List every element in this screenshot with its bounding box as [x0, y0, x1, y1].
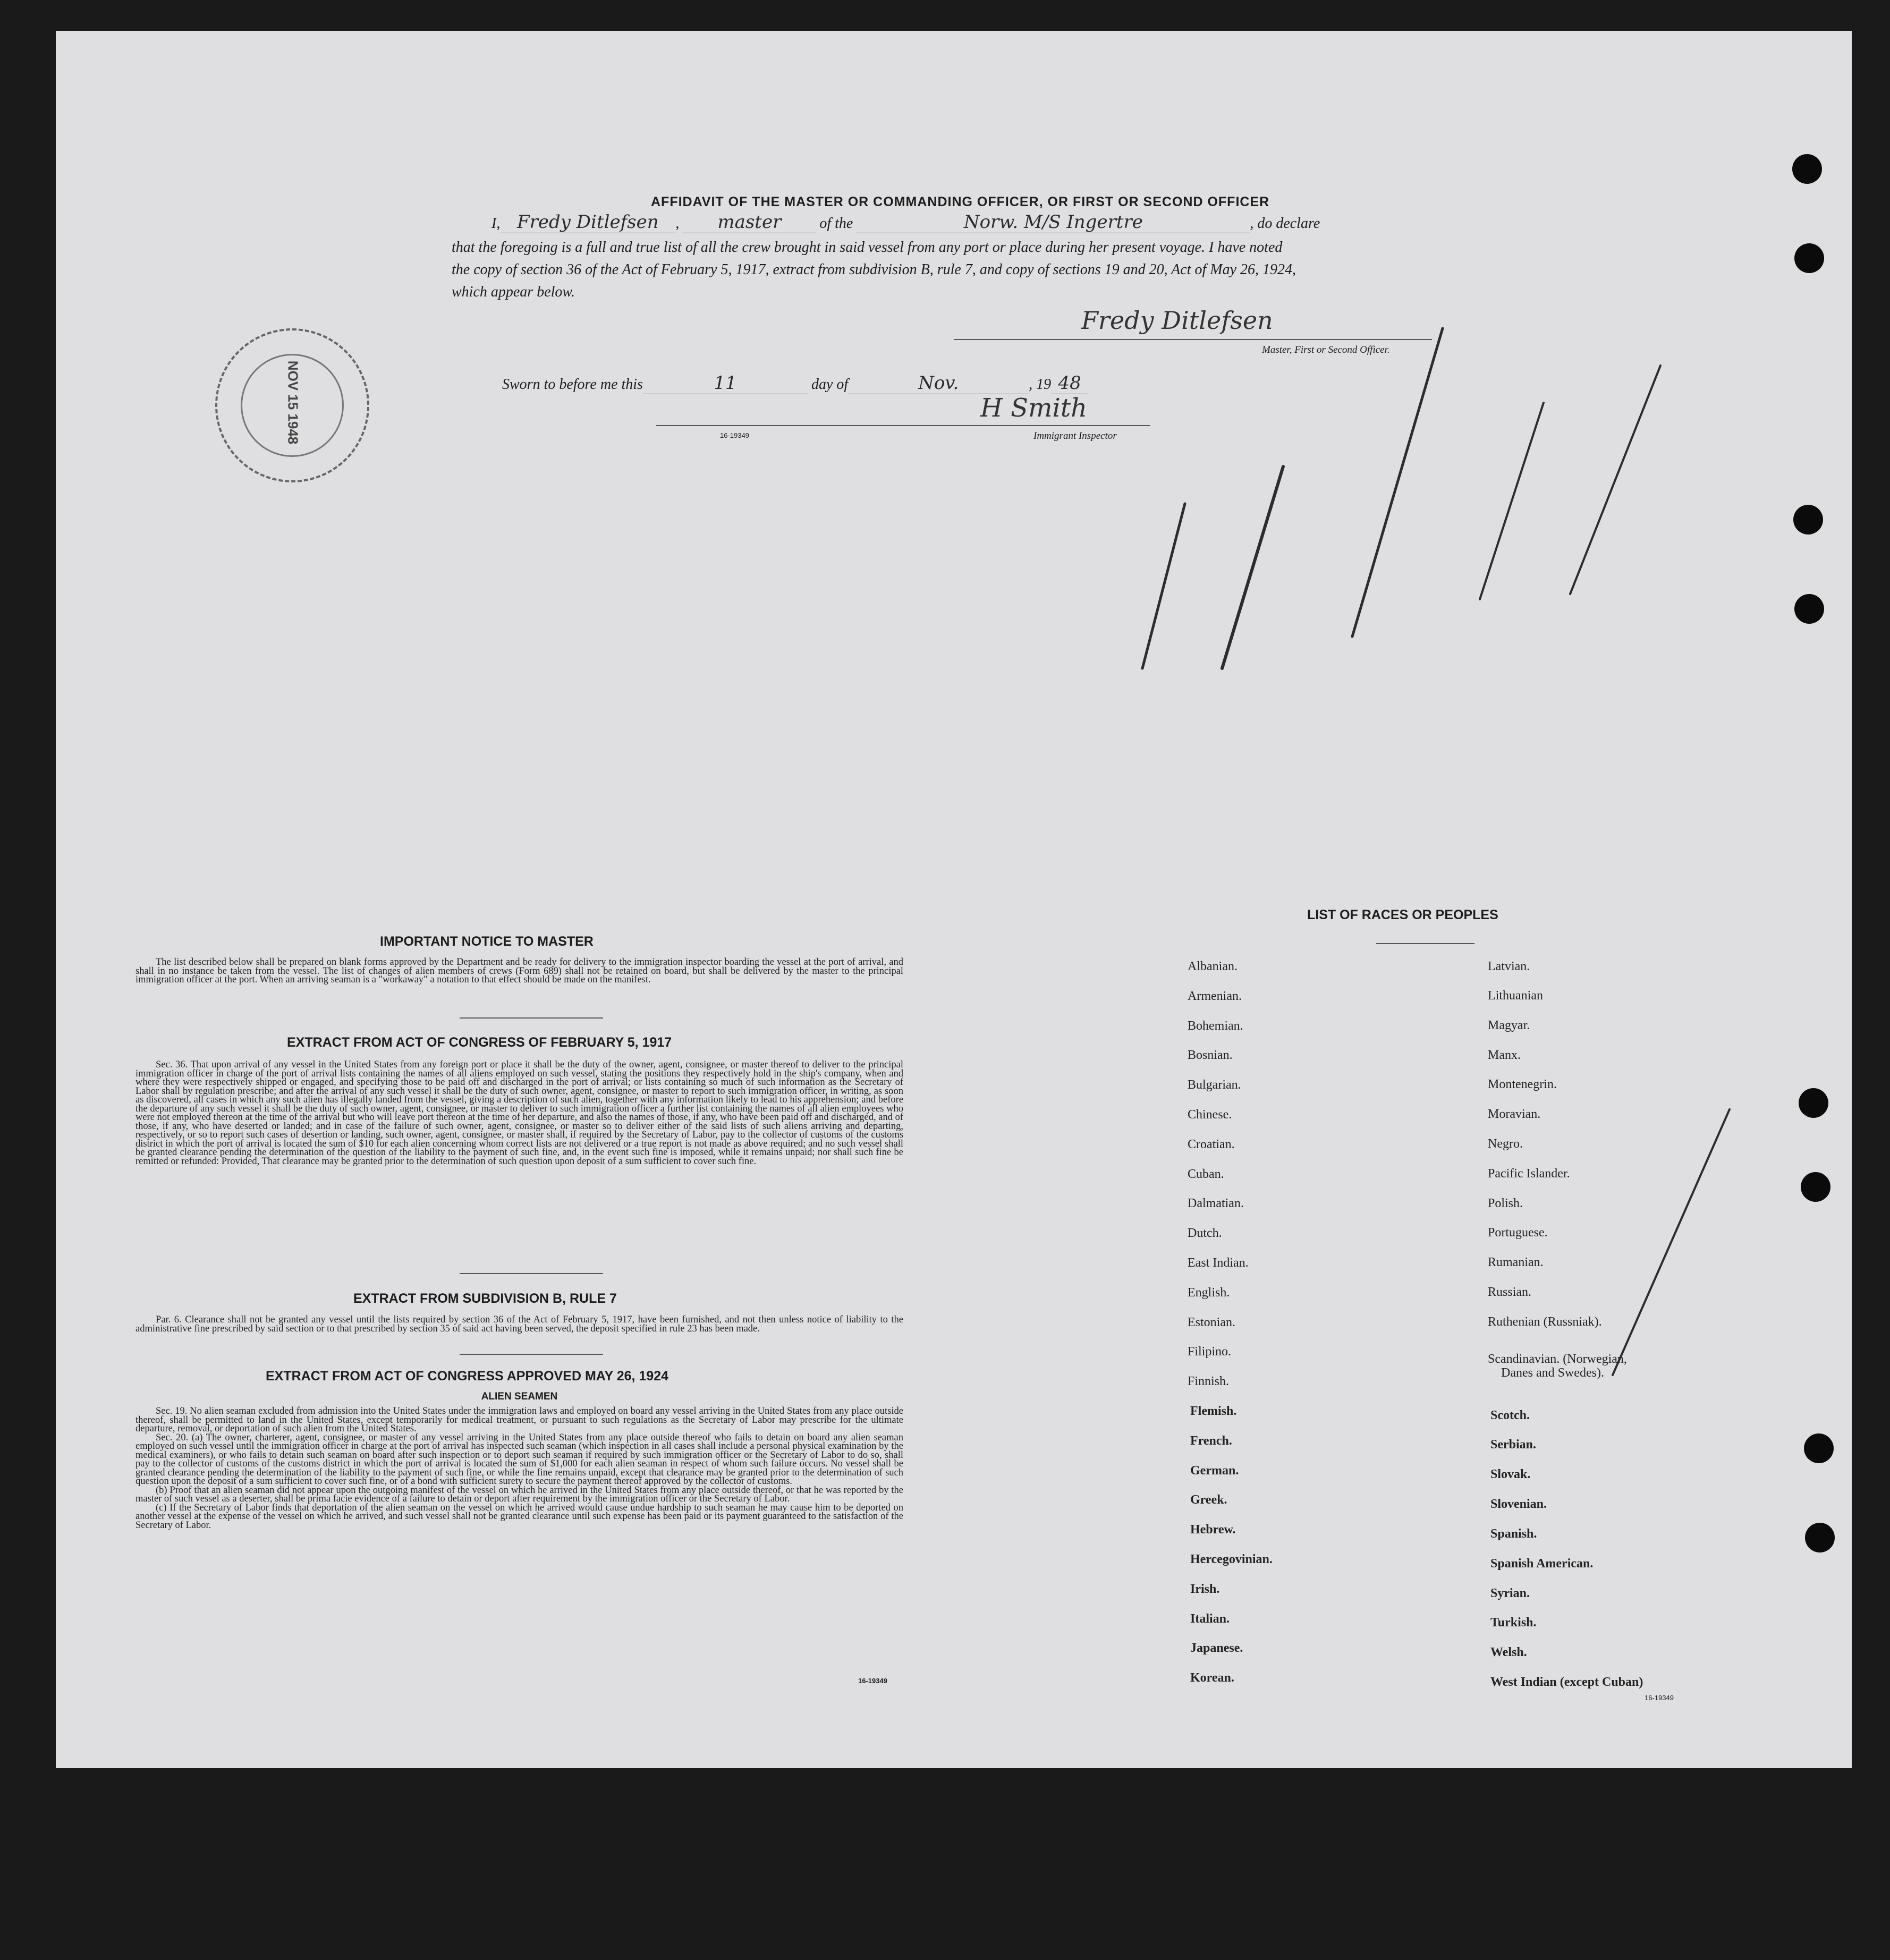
race-left-item: Finnish.	[1188, 1374, 1230, 1389]
extract-1917-block	[135, 1060, 903, 1166]
document-page	[56, 31, 1852, 1768]
section-divider	[460, 1017, 603, 1019]
affidavit-line-1: I, Fredy Ditlefsen , master of the Norw. M/S Ingertre , do declare	[491, 211, 1320, 233]
sworn-year-field: 48	[1051, 372, 1088, 394]
day-of-label: day of	[811, 376, 849, 393]
sec20a-body: Sec. 20. (a) The owner, charterer, agent, consignee, or master of any vessel arriving in the United States from any place outside thereof who fails to detain on board any alien seaman employed on such vessel until the immigration officer in charge at the port of arrival has inspected such seaman (which inspection in all cases shall include a personal physical examination by the medical examiners), or who fails to detain such seaman on board after such inspection or to deport such seaman if required by such immigration officer or the Secretary of Labor to do so, shall pay to the collector of customs of the customs district in which the port of arrival is located the sum of $1,000 for each alien seaman in respect of whom such failure occurs. No vessel shall be granted clearance pending the determination of the liability to the payment of such fine, or while the fine remains unpaid, except that clearance may be granted prior to the determination of such question upon the deposit of a sum sufficient to cover such fine, or of a bond with sufficient surety to secure the payment thereof approved by the collector of customs.	[135, 1432, 903, 1487]
race-left-item: Dalmatian.	[1188, 1197, 1244, 1211]
race-left-item: Greek.	[1190, 1493, 1227, 1507]
master-name-field: Fredy Ditlefsen	[500, 211, 675, 233]
race-left-item: Bohemian.	[1188, 1019, 1243, 1033]
race-right-item: Portuguese.	[1488, 1226, 1548, 1240]
notice-body-block	[135, 958, 903, 985]
race-right-item: Slovenian.	[1490, 1497, 1547, 1511]
form-number: 16-19349	[720, 431, 749, 439]
section-divider	[460, 1273, 603, 1274]
race-right-item: Ruthenian (Russniak).	[1488, 1315, 1602, 1329]
section-divider	[460, 1354, 603, 1355]
race-left-item: Filipino.	[1188, 1345, 1232, 1359]
race-left-item: East Indian.	[1188, 1256, 1249, 1270]
notice-title: IMPORTANT NOTICE TO MASTER	[380, 934, 594, 949]
races-form-number: 16-19349	[1645, 1694, 1674, 1702]
affidavit-line-2: that the foregoing is a full and true list of all the crew brought in said vessel from any port or place during her present voyage. I have noted	[452, 239, 1283, 256]
affidavit-line-4: which appear below.	[452, 284, 575, 300]
rule7-title: EXTRACT FROM SUBDIVISION B, RULE 7	[353, 1291, 617, 1306]
affidavit-line-3: the copy of section 36 of the Act of February 5, 1917, extract from subdivision B, rule 7, and copy of sections 19 and 20, Act of May 26, 1924,	[452, 261, 1296, 278]
race-right-item: Manx.	[1488, 1048, 1521, 1062]
signature-caption: Master, First or Second Officer.	[1262, 344, 1390, 355]
extract-1924-form-number: 16-19349	[858, 1677, 887, 1685]
race-left-item: Hercegovinian.	[1190, 1552, 1273, 1566]
race-right-item: Welsh.	[1490, 1645, 1527, 1659]
race-right-item: Pacific Islander.	[1488, 1167, 1570, 1181]
race-left-item: Irish.	[1190, 1582, 1220, 1596]
race-right-item: Scandinavian. (Norwegian,	[1488, 1352, 1627, 1366]
rule7-block	[135, 1316, 903, 1333]
race-right-item: Syrian.	[1490, 1586, 1530, 1600]
notice-body: The list described below shall be prepared on blank forms approved by the Department and be ready for delivery to the immigration inspector boarding the vessel at the port of arrival, and shall in no instance be taken from the vessel. The list of changes of alien members of crews (Form 689) shall not be retained on board, but shall be delivered by the master to the principal immigration officer at the port. When an arriving seaman is a "workaway" a notation to that effect should be made on the manifest.	[135, 957, 903, 985]
race-right-item: Latvian.	[1488, 960, 1530, 973]
race-left-item: Estonian.	[1188, 1315, 1235, 1329]
race-left-item: Flemish.	[1190, 1404, 1237, 1418]
sec20c-body: (c) If the Secretary of Labor finds that deportation of the alien seaman on the vessel on which he arrived would cause undue hardship to such seaman he may cause him to be deported on another vessel at the expense of the vessel on which he arrived, and such vessel shall not be granted clearance until such expense has been paid or its payment guaranteed to the satisfaction of the Secretary of Labor.	[135, 1502, 903, 1531]
sworn-day-field: 11	[643, 372, 808, 394]
sec19-body: Sec. 19. No alien seaman excluded from admission into the United States under the immigration laws and employed on board any vessel arriving in the United States from any place outside thereof, shall be permitted to land in the United States, except temporarily for medical treatment, or pursuant to such regulations as the Secretary of Labor may prescribe for the ultimate departure, removal, or deportation of such alien from the United States.	[135, 1406, 903, 1434]
race-left-item: German.	[1190, 1463, 1239, 1478]
sec20b-body: (b) Proof that an alien seaman did not appear upon the outgoing manifest of the vessel on which he arrived in the United States from any place outside thereof, or that he was reported by the master of such vessel as a deserter, shall be prima facie evidence of a failure to detain or deport after requirement by the immigration officer or the Secretary of Labor.	[135, 1484, 903, 1504]
race-right-item: Slovak.	[1490, 1467, 1531, 1481]
extract-1924-title: EXTRACT FROM ACT OF CONGRESS APPROVED MAY 26, 1924	[266, 1369, 669, 1384]
race-left-item: Japanese.	[1190, 1641, 1243, 1656]
do-declare-label: , do declare	[1250, 215, 1320, 232]
sworn-month-field: Nov.	[848, 372, 1029, 394]
race-right-item: Rumanian.	[1488, 1255, 1544, 1269]
master-title-field: master	[683, 211, 816, 233]
race-right-item: Spanish American.	[1490, 1557, 1594, 1571]
year-prefix: , 19	[1029, 376, 1052, 393]
rule7-body: Par. 6. Clearance shall not be granted any vessel until the lists required by section 36 of the Act of February 5, 1917, have been furnished, and not then unless notice of liability to the administrative fine prescribed by said section or to that prescribed by section 35 of said act having been served, the deposit specified in rule 23 has been made.	[135, 1314, 903, 1334]
race-left-item: Bulgarian.	[1188, 1078, 1241, 1092]
race-right-item: Magyar.	[1488, 1019, 1530, 1032]
sworn-prefix: Sworn to before me this	[502, 376, 643, 393]
races-divider	[1376, 943, 1474, 944]
master-signature: Fredy Ditlefsen	[1081, 306, 1273, 335]
race-right-item: Serbian.	[1490, 1438, 1537, 1452]
race-right-item: Moravian.	[1488, 1107, 1541, 1121]
race-right-item: Lithuanian	[1488, 989, 1543, 1003]
race-right-item: Russian.	[1488, 1285, 1532, 1299]
race-right-item: Turkish.	[1490, 1616, 1537, 1630]
race-right-item: West Indian (except Cuban)	[1490, 1675, 1643, 1689]
race-left-item: Cuban.	[1188, 1167, 1224, 1181]
race-left-item: Croatian.	[1188, 1137, 1235, 1151]
race-left-item: Korean.	[1190, 1671, 1234, 1685]
race-left-item: Armenian.	[1188, 989, 1242, 1003]
race-left-item: Albanian.	[1188, 960, 1238, 973]
extract-1924-subtitle: ALIEN SEAMEN	[481, 1391, 558, 1402]
race-left-item: Hebrew.	[1190, 1523, 1236, 1537]
race-left-item: Dutch.	[1188, 1226, 1222, 1241]
races-title: LIST OF RACES OR PEOPLES	[1307, 907, 1498, 922]
race-right-item: Danes and Swedes).	[1501, 1366, 1604, 1380]
extract-1917-title: EXTRACT FROM ACT OF CONGRESS OF FEBRUARY 5, 1917	[287, 1035, 672, 1050]
extract-1924-block	[135, 1407, 903, 1530]
race-right-item: Negro.	[1488, 1137, 1523, 1151]
affidavit-prefix: I,	[491, 215, 501, 232]
race-left-item: Italian.	[1190, 1611, 1230, 1626]
race-left-item: English.	[1188, 1285, 1230, 1300]
race-right-item: Spanish.	[1490, 1527, 1537, 1541]
vessel-name-field: Norw. M/S Ingertre	[857, 211, 1250, 233]
race-left-item: Chinese.	[1188, 1108, 1232, 1122]
race-right-item: Montenegrin.	[1488, 1077, 1557, 1091]
inspector-caption: Immigrant Inspector	[1033, 430, 1117, 442]
inspector-signature: H Smith	[980, 393, 1088, 423]
of-the-label: of the	[819, 215, 853, 232]
race-right-item: Scotch.	[1490, 1409, 1530, 1422]
stamp-date: NOV 15 1948	[285, 360, 301, 445]
race-right-item: Polish.	[1488, 1197, 1523, 1210]
affidavit-title: AFFIDAVIT OF THE MASTER OR COMMANDING OFFICER, OR FIRST OR SECOND OFFICER	[651, 194, 1270, 209]
extract-1917-body: Sec. 36. That upon arrival of any vessel in the United States from any foreign port or place it shall be the duty of the owner, agent, consignee, or master thereof to deliver to the principal immigration officer in charge of the port of arrival lists containing the names of all aliens employed on such vessel, stating the positions they respectively hold in the ship's company, when and where they were respectively shipped or engaged, and specifying those to be paid off and discharged in the port of arrival; or lists containing so much of such information as the Secretary of Labor shall by regulation prescribe; and after the arrival of any such vessel it shall be the duty of such owner, agent, consignee, or master to report to such immigration officer, in writing, as soon as discovered, all cases in which any such alien has illegally landed from the vessel, giving a description of such alien, together with any information likely to lead to his apprehension; and before the departure of any such vessel it shall be the duty of such owner, agent, consignee, or master to deliver to such immigration officer a further list containing the names of all alien employees who were not employed thereon at the time of the arrival but who will leave port thereon at the time of her departure, and also the names of those, if any, who have been paid off and discharged, and of those, if any, who have deserted or landed; and in case of the failure of such owner, agent, consignee, or master so to deliver either of the said lists of such aliens arriving and departing, respectively, or so to report such cases of desertion or landing, such owner, agent, consignee, or master shall, if required by the Secretary of Labor, pay to the collector of customs of the customs district in which the port of arrival is located the sum of $10 for each alien concerning whom correct lists are not delivered or a true report is not made as above required; and no such vessel shall be granted clearance pending the determination of the question of the liability to the payment of such fine, and, in the event such fine is imposed, while it remains unpaid; nor shall such fine be remitted or refunded: Provided, That clearance may be granted prior to the determination of such question upon deposit of a sum sufficient to cover such fine.	[135, 1059, 903, 1167]
race-left-item: Bosnian.	[1188, 1048, 1233, 1063]
race-left-item: French.	[1190, 1433, 1232, 1448]
